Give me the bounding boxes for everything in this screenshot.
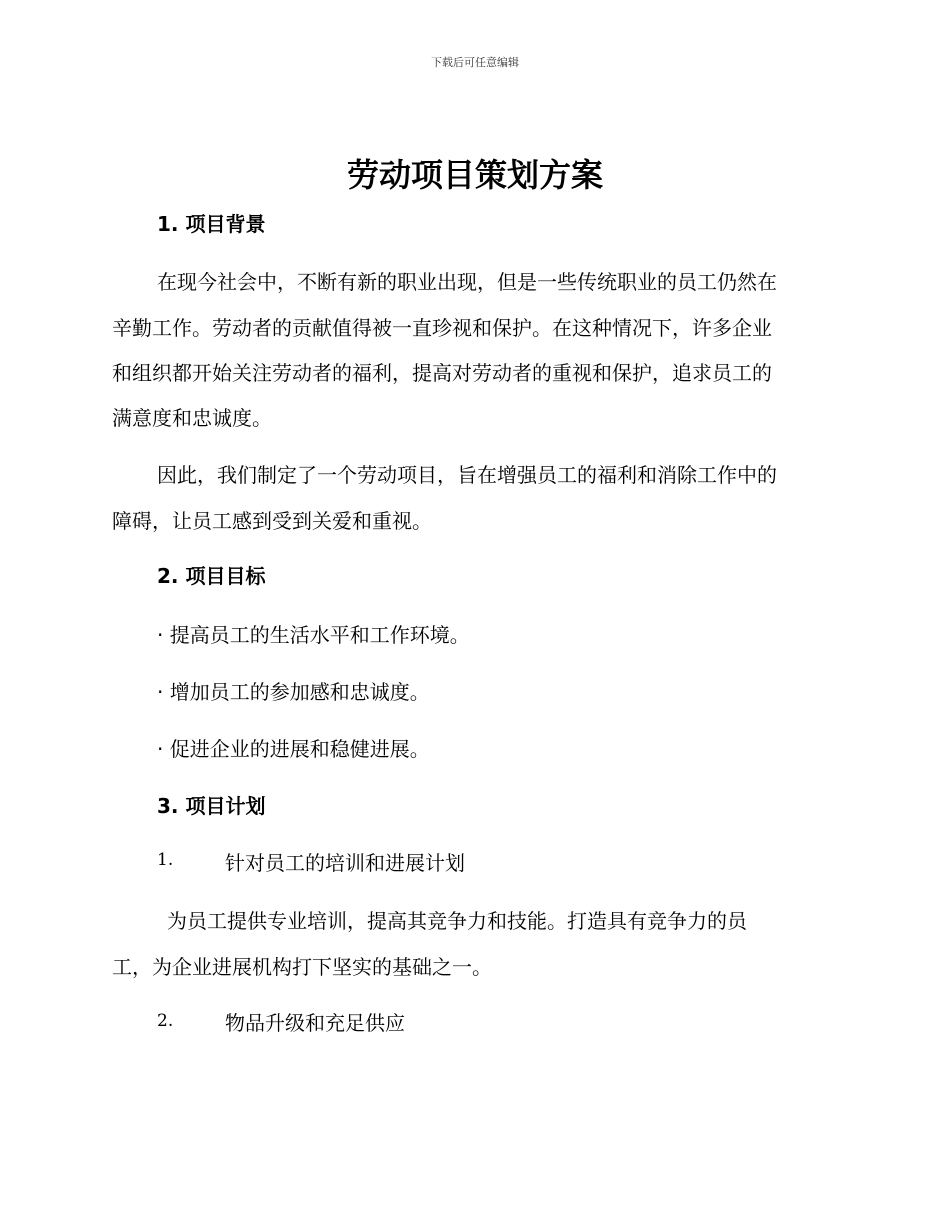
paragraph-line: 辛勤工作。劳动者的贡献值得被一直珍视和保护。在这种情况下，许多企业 [112,316,772,340]
paragraph-line: 工，为企业进展机构打下坚实的基础之一。 [112,955,492,979]
header-note: 下载后可任意编辑 [431,56,519,69]
list-item-title: 针对员工的培训和进展计划 [225,851,465,875]
document-title: 劳动项目策划方案 [346,156,603,194]
list-item: · 增加员工的参加感和忠诚度。 [157,680,430,704]
list-number: 2. [157,1011,174,1031]
paragraph-line: 满意度和忠诚度。 [112,406,272,430]
paragraph-line: 因此，我们制定了一个劳动项目，旨在增强员工的福利和消除工作中的 [157,463,777,487]
list-item-title: 物品升级和充足供应 [225,1011,405,1035]
section-heading-goals: 2. 项目目标 [157,564,266,588]
list-item: · 促进企业的进展和稳健进展。 [157,737,430,761]
paragraph-line: 和组织都开始关注劳动者的福利，提高对劳动者的重视和保护，追求员工的 [112,361,772,385]
paragraph-line: 在现今社会中，不断有新的职业出现，但是一些传统职业的员工仍然在 [157,270,777,294]
list-number: 1. [157,850,174,870]
section-heading-background: 1. 项目背景 [157,212,266,236]
paragraph-line: 障碍，让员工感到受到关爱和重视。 [112,509,432,533]
section-heading-plan: 3. 项目计划 [157,794,266,818]
list-item: · 提高员工的生活水平和工作环境。 [157,623,470,647]
paragraph-line: 为员工提供专业培训，提高其竞争力和技能。打造具有竞争力的员 [167,909,747,933]
